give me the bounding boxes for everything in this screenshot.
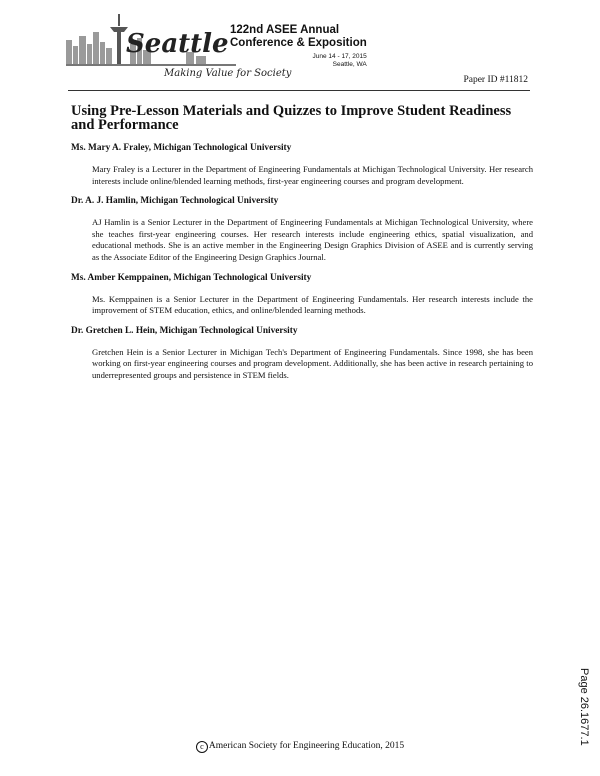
conference-title: 122nd ASEE Annual <box>230 24 340 36</box>
author-name: Dr. A. J. Hamlin, Michigan Technological University <box>71 196 279 207</box>
logo-tagline: Making Value for Society <box>164 68 292 79</box>
copyright-icon: c <box>196 741 208 753</box>
header-divider <box>68 90 530 91</box>
paper-body <box>71 104 533 391</box>
paper-id: Paper ID #11812 <box>463 75 528 85</box>
conference-subtitle: Conference & Exposition <box>230 37 367 49</box>
copyright-text: American Society for Engineering Education, 2015 <box>208 741 405 751</box>
author-bio: Ms. Kemppainen is a Senior Lecturer in the Department of Engineering Fundamentals. Her research interests include the improvement of STEM education, ethics, and online/blended learning methods. <box>92 293 533 316</box>
conference-info <box>230 24 367 69</box>
author-bio: AJ Hamlin is a Senior Lecturer in the Department of Engineering Fundamentals at Michigan Technological University, where she teaches first-year engineering courses. Her research interests include engineering ethics, spatial visualization, and educational methods. She is an active member in the Engineering Design Graphics Division of ASEE and is currently serving as the Associate Editor of the Engineering Design Graphics Journal. <box>92 217 533 262</box>
author-name: Ms. Mary A. Fraley, Michigan Technological University <box>71 143 292 153</box>
side-page-label <box>576 668 590 748</box>
author-name: Dr. Gretchen L. Hein, Michigan Technological University <box>71 325 298 336</box>
author-bio: Mary Fraley is a Lecturer in the Department of Engineering Fundamentals at Michigan Technological University. Her research interests include online/blended learning methods, first-year engineering courses and program development. <box>92 164 533 186</box>
author-name: Ms. Amber Kemppainen, Michigan Technological University <box>71 272 312 283</box>
conference-dates: June 14 - 17, 2015 <box>312 53 367 60</box>
footer-copyright <box>0 741 600 753</box>
author-bio: Gretchen Hein is a Senior Lecturer in Michigan Tech's Department of Engineering Fundamentals. Since 1998, she has been working on first-year engineering courses and program development. Additionally, she has been active in research pertaining to underrepresented groups and persistence in STEM fields. <box>92 346 533 380</box>
page-number-text: Page 26.1677.1 <box>578 668 590 746</box>
logo-wordmark: Seattle <box>126 29 229 59</box>
conference-location: Seattle, WA <box>332 61 367 68</box>
paper-title: Using Pre-Lesson Materials and Quizzes to Improve Student Readiness and Performance <box>71 103 512 133</box>
